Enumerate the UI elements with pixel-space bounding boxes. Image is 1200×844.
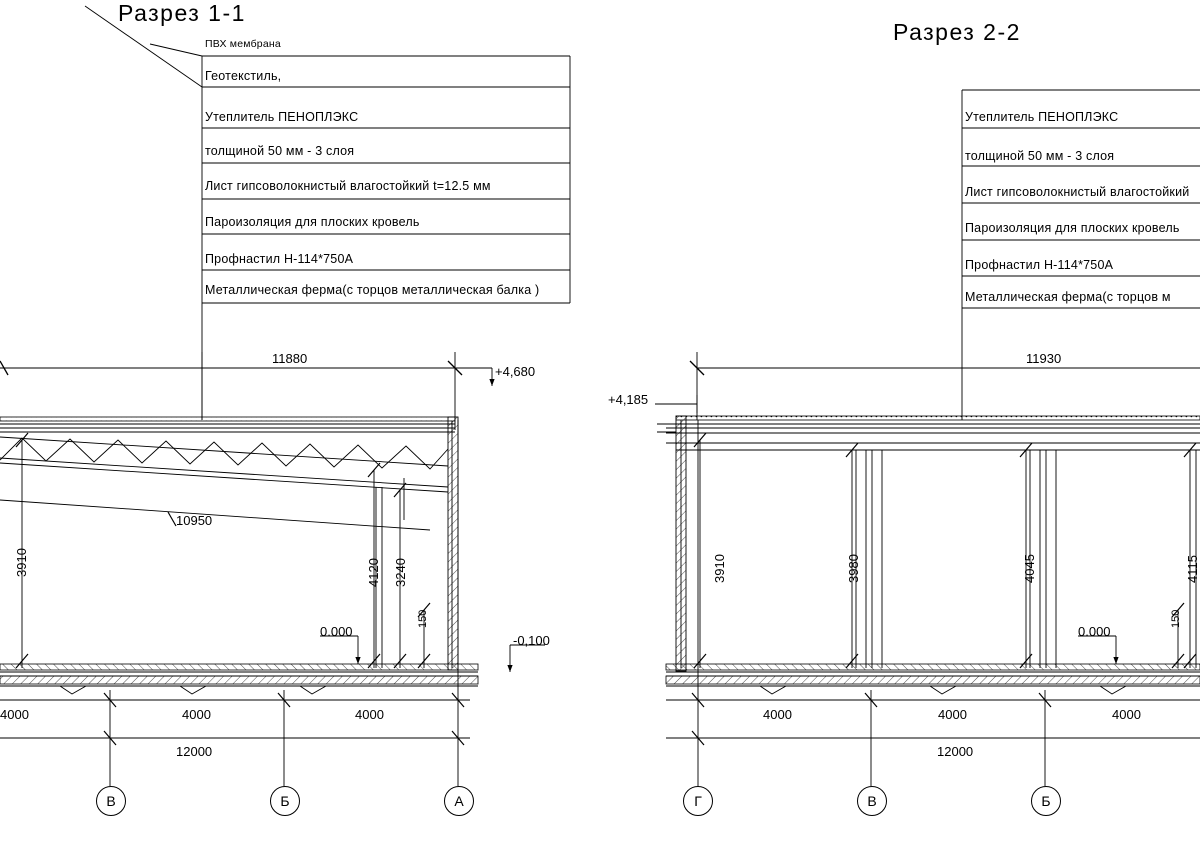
- vertical-dimension-150: 150: [417, 609, 429, 628]
- axis-marker-b[interactable]: Б: [1031, 786, 1061, 816]
- spec-note-7: Металлическая ферма(с торцов металлическая балка ): [205, 283, 540, 297]
- vertical-dimension-4045: 4045: [1022, 554, 1037, 583]
- mid-dimension-label: 10950: [176, 513, 213, 528]
- vertical-dimension-3240: 3240: [393, 558, 408, 587]
- section-2-title: Разрез 2-2: [893, 19, 1021, 45]
- total-dimension-label: 12000: [937, 744, 974, 759]
- top-dimension-label: 11930: [1026, 351, 1062, 366]
- section-1-title: Разрез 1-1: [118, 0, 246, 26]
- axis-marker-b[interactable]: Б: [270, 786, 300, 816]
- chain-dimension-1: 4000: [182, 707, 211, 722]
- vertical-dimension-3910: 3910: [14, 548, 29, 577]
- spec-note-1: Геотекстиль,: [205, 69, 282, 83]
- vertical-dimension-4120: 4120: [366, 558, 381, 587]
- vertical-dimension-150: 150: [1170, 609, 1182, 628]
- elevation-label-top: +4,680: [495, 364, 536, 379]
- spec-note-6: Профнастил Н-114*750А: [205, 252, 354, 266]
- axis-marker-v[interactable]: В: [96, 786, 126, 816]
- chain-dimension-0: 4000: [763, 707, 792, 722]
- axis-marker-a[interactable]: А: [444, 786, 474, 816]
- vertical-dimension-3910: 3910: [712, 554, 727, 583]
- elevation-label-top: +4,185: [608, 392, 649, 407]
- elevation-label-zero: 0.000: [1078, 624, 1111, 639]
- spec-note-0: Утеплитель ПЕНОПЛЭКС: [965, 110, 1119, 124]
- spec-note-2: Утеплитель ПЕНОПЛЭКС: [205, 110, 359, 124]
- chain-dimension-0: 4000: [0, 707, 29, 722]
- total-dimension-label: 12000: [176, 744, 213, 759]
- spec-note-4: Лист гипсоволокнистый влагостойкий t=12.5 мм: [205, 179, 491, 193]
- spec-note-0: ПВХ мембрана: [205, 38, 281, 50]
- elevation-label-zero: 0.000: [320, 624, 353, 639]
- vertical-dimension-4115: 4115: [1185, 555, 1200, 583]
- elevation-label-minus: -0,100: [513, 633, 550, 648]
- chain-dimension-1: 4000: [938, 707, 967, 722]
- axis-marker-v[interactable]: В: [857, 786, 887, 816]
- spec-note-5: Пароизоляция для плоских кровель: [205, 215, 420, 229]
- spec-note-2: Лист гипсоволокнистый влагостойкий: [965, 185, 1190, 199]
- spec-note-5: Металлическая ферма(с торцов м: [965, 290, 1171, 304]
- spec-note-4: Профнастил Н-114*750А: [965, 258, 1114, 272]
- top-dimension-label: 11880: [272, 351, 308, 366]
- spec-note-1: толщиной 50 мм - 3 слоя: [965, 149, 1115, 163]
- axis-marker-g[interactable]: Г: [683, 786, 713, 816]
- chain-dimension-2: 4000: [355, 707, 384, 722]
- spec-note-3: толщиной 50 мм - 3 слоя: [205, 144, 355, 158]
- chain-dimension-2: 4000: [1112, 707, 1141, 722]
- vertical-dimension-3980: 3980: [846, 554, 861, 583]
- spec-note-3: Пароизоляция для плоских кровель: [965, 221, 1180, 235]
